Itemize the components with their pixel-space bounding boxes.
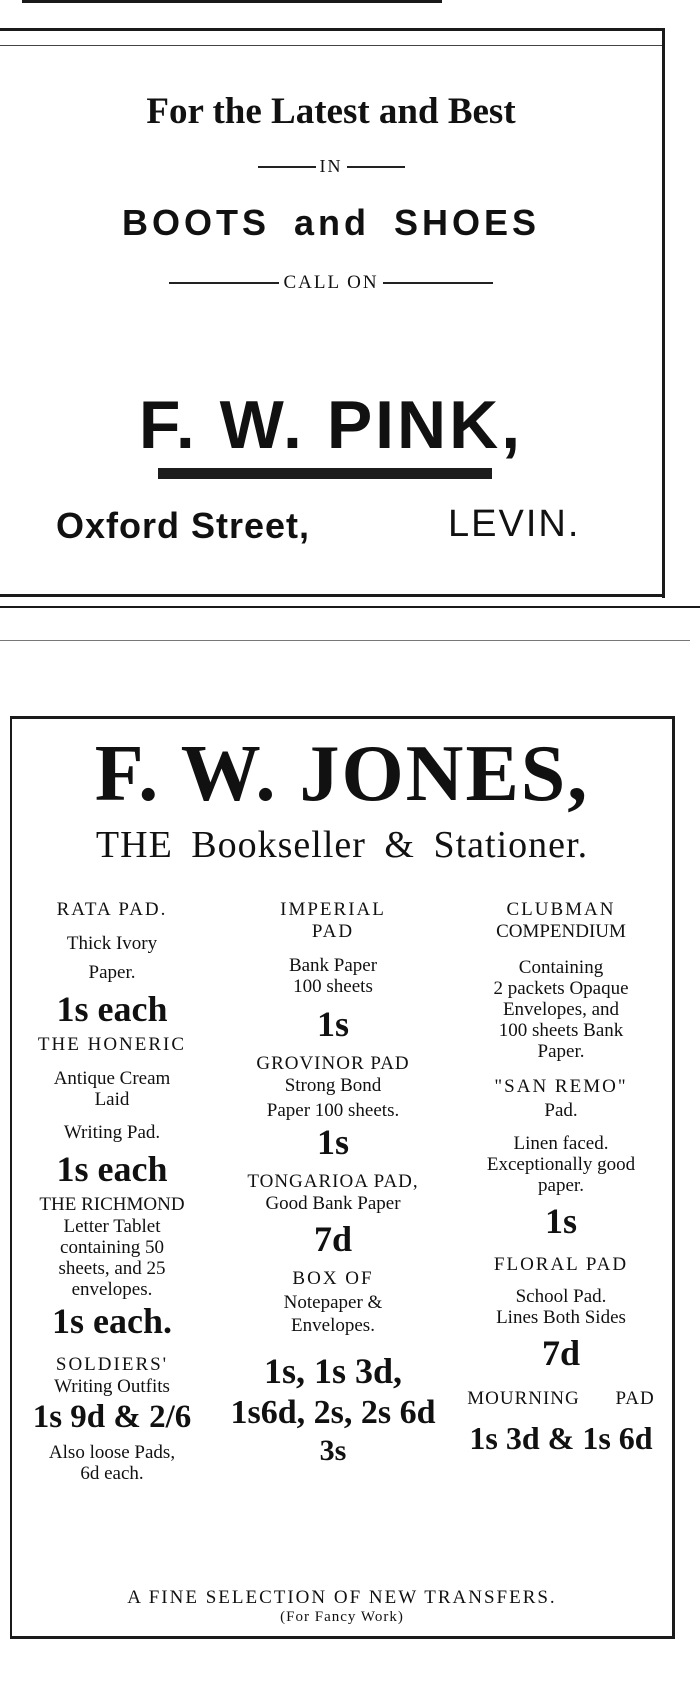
clubman-desc-1: Containing [518,957,604,978]
honeric-desc-3: Writing Pad. [63,1122,161,1143]
jones-column-2 [222,897,444,1468]
richmond-desc-2: containing 50 [60,1237,164,1258]
floral-desc-2: Lines Both Sides [496,1307,626,1328]
box-desc-1: Notepaper & [283,1292,383,1313]
clubman-title-2: COMPENDIUM [496,921,626,942]
call-dash-left [169,282,279,284]
rata-pad-title: RATA PAD. [56,899,168,920]
jones-tagline: THE Bookseller & Stationer. [95,824,589,866]
jones-column-1 [12,897,212,1484]
tongarioa-price: 7d [313,1219,353,1259]
san-remo-price: 1s [544,1201,577,1241]
top-rule [22,0,442,3]
jones-footer-1: A FINE SELECTION OF NEW TRANSFERS. [127,1587,557,1608]
clubman-desc-3: Envelopes, and [502,999,620,1020]
jones-ad-right-border [672,716,675,1638]
box-title: BOX OF [292,1268,374,1289]
clubman-desc-5: Paper. [537,1041,585,1062]
pink-name: F. W. PINK, [138,387,524,463]
imperial-title-2: PAD [311,921,355,942]
richmond-desc-1: Letter Tablet [63,1216,161,1237]
box-price-1: 1s, 1s 3d, [263,1351,403,1391]
box-desc-2: Envelopes. [291,1315,375,1336]
jones-ad-bottom-border [10,1636,675,1639]
box-price-2: 1s6d, 2s, 2s 6d [230,1394,436,1431]
jones-column-3 [450,897,672,1457]
richmond-desc-3: sheets, and 25 [58,1258,166,1279]
box-price-3: 3s [319,1434,347,1467]
rata-pad-desc-2: Paper. [88,962,136,983]
imperial-title-1: IMPERIAL [280,899,386,920]
soldiers-price: 1s 9d & 2/6 [32,1399,192,1435]
pink-name-underline [158,468,492,479]
pink-product: BOOTS and SHOES [121,202,541,243]
pink-in-line [0,156,662,177]
pink-call-on-line [0,272,662,294]
san-remo-title: "SAN REMO" [494,1076,628,1097]
in-dash-right [347,166,405,168]
pink-ad-bottom-border [0,594,665,597]
honeric-title: THE HONERIC [37,1034,187,1055]
in-dash-left [258,166,316,168]
richmond-desc-4: envelopes. [71,1279,153,1300]
imperial-price: 1s [316,1004,349,1044]
call-dash-right [383,282,493,284]
pink-advertisement [0,46,662,594]
pink-ad-right-border [662,28,665,598]
san-remo-desc-1: Pad. [544,1100,578,1121]
grovinor-price: 1s [316,1122,349,1162]
grovinor-desc-2: Paper 100 sheets. [266,1100,400,1121]
clubman-desc-4: 100 sheets Bank [498,1020,624,1041]
floral-price: 7d [541,1333,581,1373]
grovinor-title: GROVINOR PAD [256,1053,410,1074]
separator-rule [0,640,690,641]
loose-pads-desc-1: Also loose Pads, [48,1442,176,1463]
jones-footer-2: (For Fancy Work) [280,1609,404,1625]
pink-town: LEVIN. [448,503,581,545]
soldiers-title: SOLDIERS' [55,1354,169,1375]
rata-pad-price: 1s each [56,989,168,1029]
clubman-desc-2: 2 packets Opaque [493,978,629,999]
tongarioa-title: TONGARIOA PAD, [247,1171,419,1192]
jones-name: F. W. JONES, [94,730,590,818]
san-remo-desc-3: Exceptionally good [486,1154,636,1175]
jones-advertisement [12,719,672,1636]
floral-desc-1: School Pad. [515,1286,607,1307]
richmond-title: THE RICHMOND [39,1194,185,1215]
mourning-title: MOURNING PAD [467,1388,655,1409]
loose-pads-desc-2: 6d each. [80,1463,144,1484]
clubman-title-1: CLUBMAN [506,899,616,920]
honeric-desc-1: Antique Cream [53,1068,171,1089]
pink-street: Oxford Street, [56,505,311,546]
honeric-price: 1s each [56,1149,168,1189]
pink-in-text: IN [319,156,343,176]
imperial-desc-1: Bank Paper [288,955,378,976]
rata-pad-desc-1: Thick Ivory [66,933,158,954]
san-remo-desc-4: paper. [538,1175,584,1196]
imperial-desc-2: 100 sheets [293,976,373,997]
honeric-desc-2: Laid [94,1089,130,1110]
grovinor-desc-1: Strong Bond [284,1075,382,1096]
pink-ad-top-border [0,28,665,31]
pink-ad-bottom-border-2 [0,606,700,608]
soldiers-desc: Writing Outfits [54,1376,170,1397]
pink-headline: For the Latest and Best [146,91,516,132]
floral-title: FLORAL PAD [493,1254,629,1275]
san-remo-desc-2: Linen faced. [513,1133,609,1154]
mourning-price: 1s 3d & 1s 6d [469,1420,653,1456]
pink-call-on-text: CALL ON [283,272,379,293]
richmond-price: 1s each. [52,1301,172,1341]
tongarioa-desc: Good Bank Paper [265,1193,401,1214]
